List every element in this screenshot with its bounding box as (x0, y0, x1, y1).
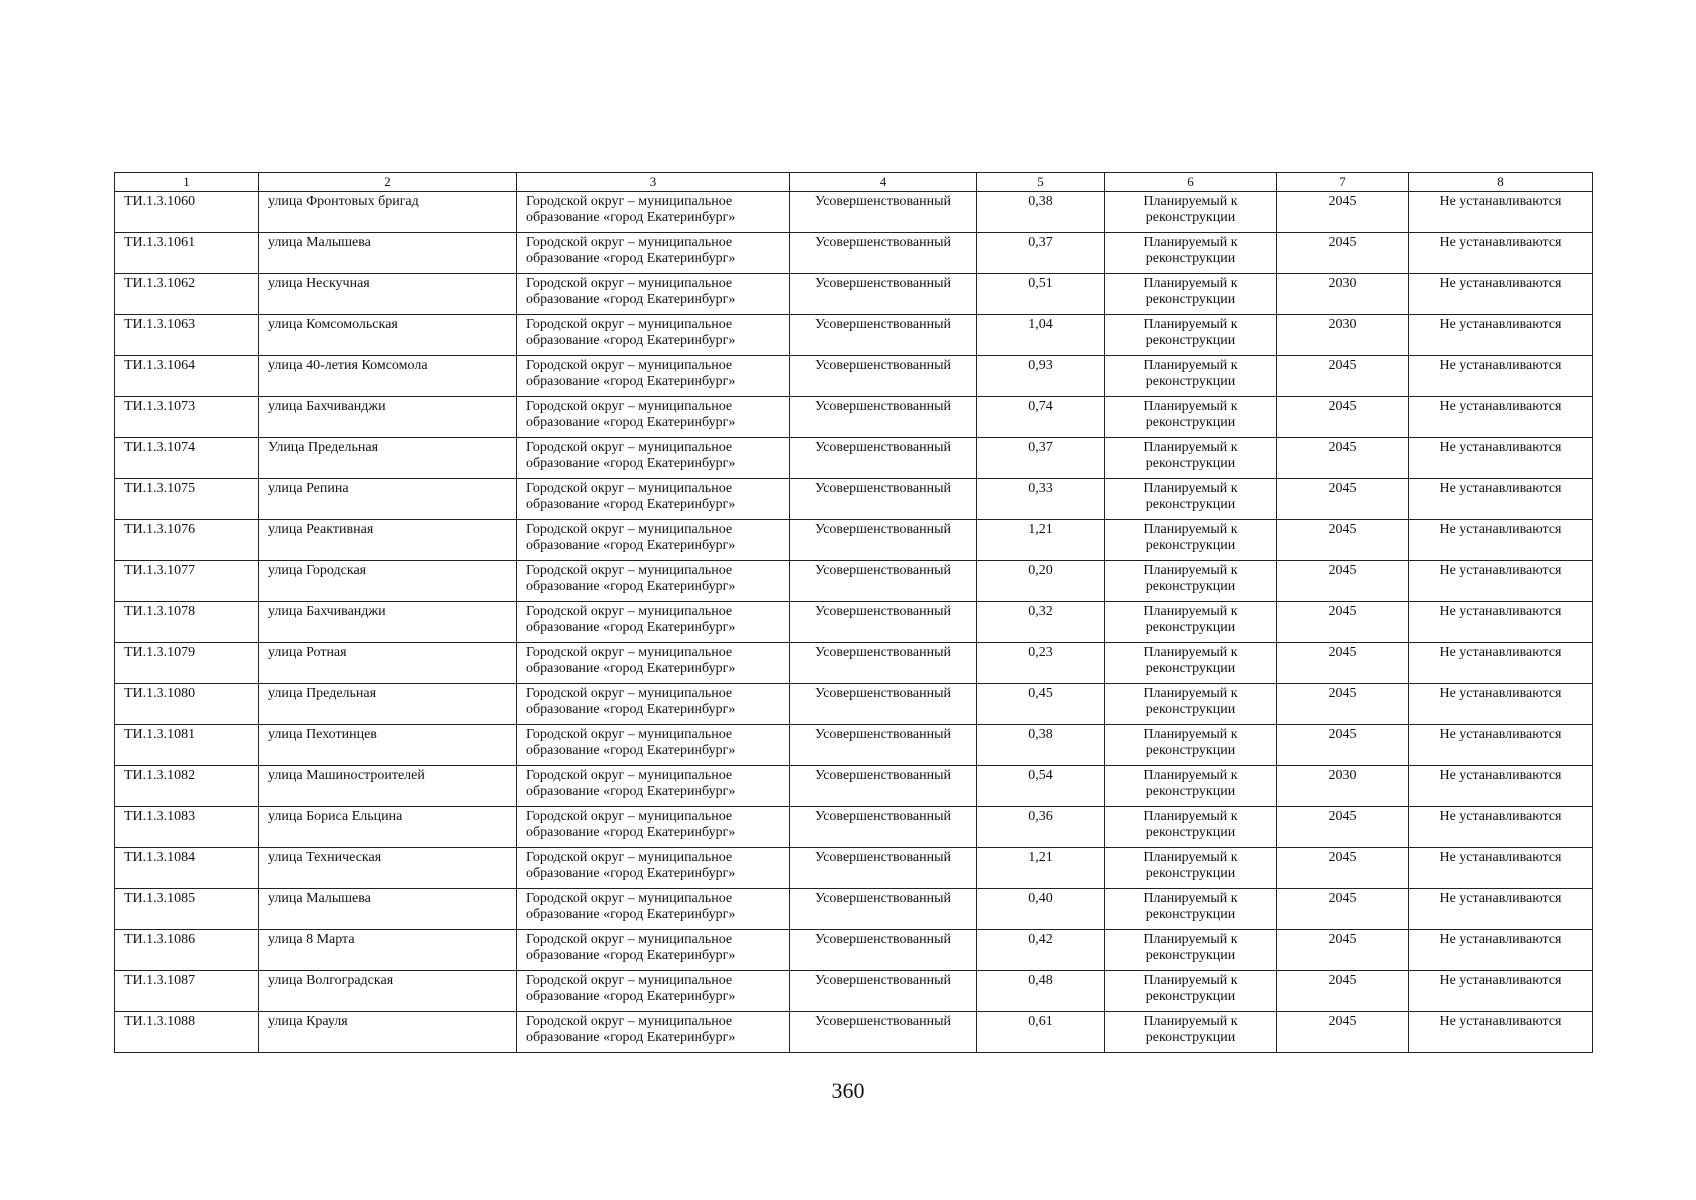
year-cell: 2045 (1277, 889, 1409, 930)
table-row (115, 684, 1593, 725)
table-body (115, 173, 1593, 1053)
restrictions-cell: Не устанавливаются (1409, 561, 1593, 602)
table-row (115, 192, 1593, 233)
length-km-cell: 0,32 (977, 602, 1105, 643)
status-cell: Планируемый к реконструкции (1105, 397, 1277, 438)
status-cell: Планируемый к реконструкции (1105, 766, 1277, 807)
municipality-cell: Городской округ – муниципальное образование «город Екатеринбург» (517, 807, 790, 848)
table-row (115, 766, 1593, 807)
page-number: 360 (831, 1078, 865, 1103)
municipality-cell: Городской округ – муниципальное образование «город Екатеринбург» (517, 192, 790, 233)
restrictions-cell: Не устанавливаются (1409, 889, 1593, 930)
restrictions-cell: Не устанавливаются (1409, 643, 1593, 684)
status-cell: Планируемый к реконструкции (1105, 602, 1277, 643)
status-cell: Планируемый к реконструкции (1105, 479, 1277, 520)
municipality-cell: Городской округ – муниципальное образование «город Екатеринбург» (517, 274, 790, 315)
table-row (115, 643, 1593, 684)
length-km-cell: 0,20 (977, 561, 1105, 602)
street-name-cell: улица Предельная (259, 684, 517, 725)
street-name-cell: улица Волгоградская (259, 971, 517, 1012)
municipality-cell: Городской округ – муниципальное образование «город Екатеринбург» (517, 848, 790, 889)
street-name-cell: улица 40-летия Комсомола (259, 356, 517, 397)
object-code-cell: ТИ.1.3.1084 (115, 848, 259, 889)
status-cell: Планируемый к реконструкции (1105, 1012, 1277, 1053)
restrictions-cell: Не устанавливаются (1409, 438, 1593, 479)
year-cell: 2045 (1277, 684, 1409, 725)
object-code-cell: ТИ.1.3.1062 (115, 274, 259, 315)
object-code-cell: ТИ.1.3.1079 (115, 643, 259, 684)
municipality-cell: Городской округ – муниципальное образование «город Екатеринбург» (517, 643, 790, 684)
street-name-cell: улица Реактивная (259, 520, 517, 561)
municipality-cell: Городской округ – муниципальное образование «город Екатеринбург» (517, 479, 790, 520)
length-km-cell: 0,48 (977, 971, 1105, 1012)
year-cell: 2045 (1277, 602, 1409, 643)
status-cell: Планируемый к реконструкции (1105, 233, 1277, 274)
surface-type-cell: Усовершенствованный (790, 561, 977, 602)
length-km-cell: 1,21 (977, 520, 1105, 561)
status-cell: Планируемый к реконструкции (1105, 520, 1277, 561)
table-row (115, 520, 1593, 561)
restrictions-cell: Не устанавливаются (1409, 1012, 1593, 1053)
restrictions-cell: Не устанавливаются (1409, 971, 1593, 1012)
street-name-cell: улица Бахчиванджи (259, 397, 517, 438)
restrictions-cell: Не устанавливаются (1409, 315, 1593, 356)
restrictions-cell: Не устанавливаются (1409, 848, 1593, 889)
municipality-cell: Городской округ – муниципальное образование «город Екатеринбург» (517, 561, 790, 602)
year-cell: 2030 (1277, 766, 1409, 807)
status-cell: Планируемый к реконструкции (1105, 315, 1277, 356)
object-code-cell: ТИ.1.3.1083 (115, 807, 259, 848)
status-cell: Планируемый к реконструкции (1105, 684, 1277, 725)
table-row (115, 397, 1593, 438)
table-row (115, 971, 1593, 1012)
surface-type-cell: Усовершенствованный (790, 930, 977, 971)
surface-type-cell: Усовершенствованный (790, 479, 977, 520)
table-row (115, 561, 1593, 602)
table-row (115, 274, 1593, 315)
year-cell: 2045 (1277, 971, 1409, 1012)
surface-type-cell: Усовершенствованный (790, 356, 977, 397)
municipality-cell: Городской округ – муниципальное образование «город Екатеринбург» (517, 233, 790, 274)
object-code-cell: ТИ.1.3.1078 (115, 602, 259, 643)
restrictions-cell: Не устанавливаются (1409, 602, 1593, 643)
year-cell: 2045 (1277, 479, 1409, 520)
surface-type-cell: Усовершенствованный (790, 438, 977, 479)
surface-type-cell: Усовершенствованный (790, 848, 977, 889)
status-cell: Планируемый к реконструкции (1105, 438, 1277, 479)
street-name-cell: улица Комсомольская (259, 315, 517, 356)
status-cell: Планируемый к реконструкции (1105, 561, 1277, 602)
table-row (115, 1012, 1593, 1053)
length-km-cell: 1,21 (977, 848, 1105, 889)
municipality-cell: Городской округ – муниципальное образование «город Екатеринбург» (517, 397, 790, 438)
year-cell: 2030 (1277, 274, 1409, 315)
year-cell: 2045 (1277, 1012, 1409, 1053)
table-row (115, 930, 1593, 971)
surface-type-cell: Усовершенствованный (790, 725, 977, 766)
restrictions-cell: Не устанавливаются (1409, 930, 1593, 971)
length-km-cell: 0,37 (977, 438, 1105, 479)
year-cell: 2045 (1277, 561, 1409, 602)
length-km-cell: 0,36 (977, 807, 1105, 848)
column-number-7: 7 (1277, 173, 1409, 192)
length-km-cell: 0,38 (977, 192, 1105, 233)
street-name-cell: улица Бахчиванджи (259, 602, 517, 643)
table-row (115, 725, 1593, 766)
column-number-8: 8 (1409, 173, 1593, 192)
status-cell: Планируемый к реконструкции (1105, 971, 1277, 1012)
object-code-cell: ТИ.1.3.1060 (115, 192, 259, 233)
column-number-2: 2 (259, 173, 517, 192)
table-row (115, 602, 1593, 643)
length-km-cell: 0,74 (977, 397, 1105, 438)
length-km-cell: 0,51 (977, 274, 1105, 315)
year-cell: 2045 (1277, 520, 1409, 561)
street-name-cell: улица Машиностроителей (259, 766, 517, 807)
column-number-6: 6 (1105, 173, 1277, 192)
surface-type-cell: Усовершенствованный (790, 1012, 977, 1053)
year-cell: 2045 (1277, 930, 1409, 971)
length-km-cell: 0,93 (977, 356, 1105, 397)
object-code-cell: ТИ.1.3.1081 (115, 725, 259, 766)
year-cell: 2045 (1277, 725, 1409, 766)
year-cell: 2045 (1277, 438, 1409, 479)
street-name-cell: улица Бориса Ельцина (259, 807, 517, 848)
length-km-cell: 1,04 (977, 315, 1105, 356)
column-number-1: 1 (115, 173, 259, 192)
surface-type-cell: Усовершенствованный (790, 643, 977, 684)
status-cell: Планируемый к реконструкции (1105, 192, 1277, 233)
municipality-cell: Городской округ – муниципальное образование «город Екатеринбург» (517, 1012, 790, 1053)
municipality-cell: Городской округ – муниципальное образование «город Екатеринбург» (517, 356, 790, 397)
municipality-cell: Городской округ – муниципальное образование «город Екатеринбург» (517, 930, 790, 971)
street-name-cell: улица Ротная (259, 643, 517, 684)
restrictions-cell: Не устанавливаются (1409, 397, 1593, 438)
year-cell: 2045 (1277, 356, 1409, 397)
municipality-cell: Городской округ – муниципальное образование «город Екатеринбург» (517, 684, 790, 725)
status-cell: Планируемый к реконструкции (1105, 725, 1277, 766)
restrictions-cell: Не устанавливаются (1409, 807, 1593, 848)
year-cell: 2045 (1277, 807, 1409, 848)
street-name-cell: улица Малышева (259, 233, 517, 274)
object-code-cell: ТИ.1.3.1087 (115, 971, 259, 1012)
restrictions-cell: Не устанавливаются (1409, 725, 1593, 766)
status-cell: Планируемый к реконструкции (1105, 643, 1277, 684)
street-name-cell: улица Репина (259, 479, 517, 520)
road-objects-table (114, 172, 1593, 1053)
object-code-cell: ТИ.1.3.1063 (115, 315, 259, 356)
table-row (115, 479, 1593, 520)
surface-type-cell: Усовершенствованный (790, 192, 977, 233)
object-code-cell: ТИ.1.3.1061 (115, 233, 259, 274)
table-row (115, 438, 1593, 479)
year-cell: 2045 (1277, 233, 1409, 274)
year-cell: 2045 (1277, 192, 1409, 233)
surface-type-cell: Усовершенствованный (790, 971, 977, 1012)
street-name-cell: улица Городская (259, 561, 517, 602)
surface-type-cell: Усовершенствованный (790, 520, 977, 561)
street-name-cell: улица Малышева (259, 889, 517, 930)
surface-type-cell: Усовершенствованный (790, 233, 977, 274)
street-name-cell: улица Нескучная (259, 274, 517, 315)
object-code-cell: ТИ.1.3.1080 (115, 684, 259, 725)
year-cell: 2030 (1277, 315, 1409, 356)
table-row (115, 848, 1593, 889)
year-cell: 2045 (1277, 643, 1409, 684)
municipality-cell: Городской округ – муниципальное образование «город Екатеринбург» (517, 602, 790, 643)
table-row (115, 233, 1593, 274)
object-code-cell: ТИ.1.3.1088 (115, 1012, 259, 1053)
status-cell: Планируемый к реконструкции (1105, 274, 1277, 315)
length-km-cell: 0,40 (977, 889, 1105, 930)
column-number-row (115, 173, 1593, 192)
length-km-cell: 0,23 (977, 643, 1105, 684)
length-km-cell: 0,42 (977, 930, 1105, 971)
restrictions-cell: Не устанавливаются (1409, 766, 1593, 807)
municipality-cell: Городской округ – муниципальное образование «город Екатеринбург» (517, 520, 790, 561)
column-number-4: 4 (790, 173, 977, 192)
object-code-cell: ТИ.1.3.1076 (115, 520, 259, 561)
table-row (115, 807, 1593, 848)
object-code-cell: ТИ.1.3.1077 (115, 561, 259, 602)
surface-type-cell: Усовершенствованный (790, 602, 977, 643)
length-km-cell: 0,38 (977, 725, 1105, 766)
street-name-cell: Улица Предельная (259, 438, 517, 479)
length-km-cell: 0,33 (977, 479, 1105, 520)
status-cell: Планируемый к реконструкции (1105, 889, 1277, 930)
municipality-cell: Городской округ – муниципальное образование «город Екатеринбург» (517, 315, 790, 356)
surface-type-cell: Усовершенствованный (790, 315, 977, 356)
municipality-cell: Городской округ – муниципальное образование «город Екатеринбург» (517, 766, 790, 807)
restrictions-cell: Не устанавливаются (1409, 684, 1593, 725)
year-cell: 2045 (1277, 397, 1409, 438)
year-cell: 2045 (1277, 848, 1409, 889)
object-code-cell: ТИ.1.3.1086 (115, 930, 259, 971)
surface-type-cell: Усовершенствованный (790, 807, 977, 848)
surface-type-cell: Усовершенствованный (790, 397, 977, 438)
object-code-cell: ТИ.1.3.1073 (115, 397, 259, 438)
restrictions-cell: Не устанавливаются (1409, 479, 1593, 520)
object-code-cell: ТИ.1.3.1064 (115, 356, 259, 397)
municipality-cell: Городской округ – муниципальное образование «город Екатеринбург» (517, 438, 790, 479)
column-number-3: 3 (517, 173, 790, 192)
length-km-cell: 0,37 (977, 233, 1105, 274)
status-cell: Планируемый к реконструкции (1105, 356, 1277, 397)
object-code-cell: ТИ.1.3.1074 (115, 438, 259, 479)
status-cell: Планируемый к реконструкции (1105, 807, 1277, 848)
street-name-cell: улица 8 Марта (259, 930, 517, 971)
restrictions-cell: Не устанавливаются (1409, 274, 1593, 315)
restrictions-cell: Не устанавливаются (1409, 520, 1593, 561)
object-code-cell: ТИ.1.3.1085 (115, 889, 259, 930)
length-km-cell: 0,45 (977, 684, 1105, 725)
street-name-cell: улица Крауля (259, 1012, 517, 1053)
restrictions-cell: Не устанавливаются (1409, 192, 1593, 233)
restrictions-cell: Не устанавливаются (1409, 233, 1593, 274)
restrictions-cell: Не устанавливаются (1409, 356, 1593, 397)
object-code-cell: ТИ.1.3.1075 (115, 479, 259, 520)
surface-type-cell: Усовершенствованный (790, 889, 977, 930)
length-km-cell: 0,54 (977, 766, 1105, 807)
table-row (115, 356, 1593, 397)
status-cell: Планируемый к реконструкции (1105, 930, 1277, 971)
municipality-cell: Городской округ – муниципальное образование «город Екатеринбург» (517, 725, 790, 766)
street-name-cell: улица Техническая (259, 848, 517, 889)
street-name-cell: улица Пехотинцев (259, 725, 517, 766)
object-code-cell: ТИ.1.3.1082 (115, 766, 259, 807)
municipality-cell: Городской округ – муниципальное образование «город Екатеринбург» (517, 971, 790, 1012)
length-km-cell: 0,61 (977, 1012, 1105, 1053)
street-name-cell: улица Фронтовых бригад (259, 192, 517, 233)
table-row (115, 315, 1593, 356)
table-row (115, 889, 1593, 930)
surface-type-cell: Усовершенствованный (790, 274, 977, 315)
surface-type-cell: Усовершенствованный (790, 766, 977, 807)
status-cell: Планируемый к реконструкции (1105, 848, 1277, 889)
surface-type-cell: Усовершенствованный (790, 684, 977, 725)
column-number-5: 5 (977, 173, 1105, 192)
municipality-cell: Городской округ – муниципальное образование «город Екатеринбург» (517, 889, 790, 930)
